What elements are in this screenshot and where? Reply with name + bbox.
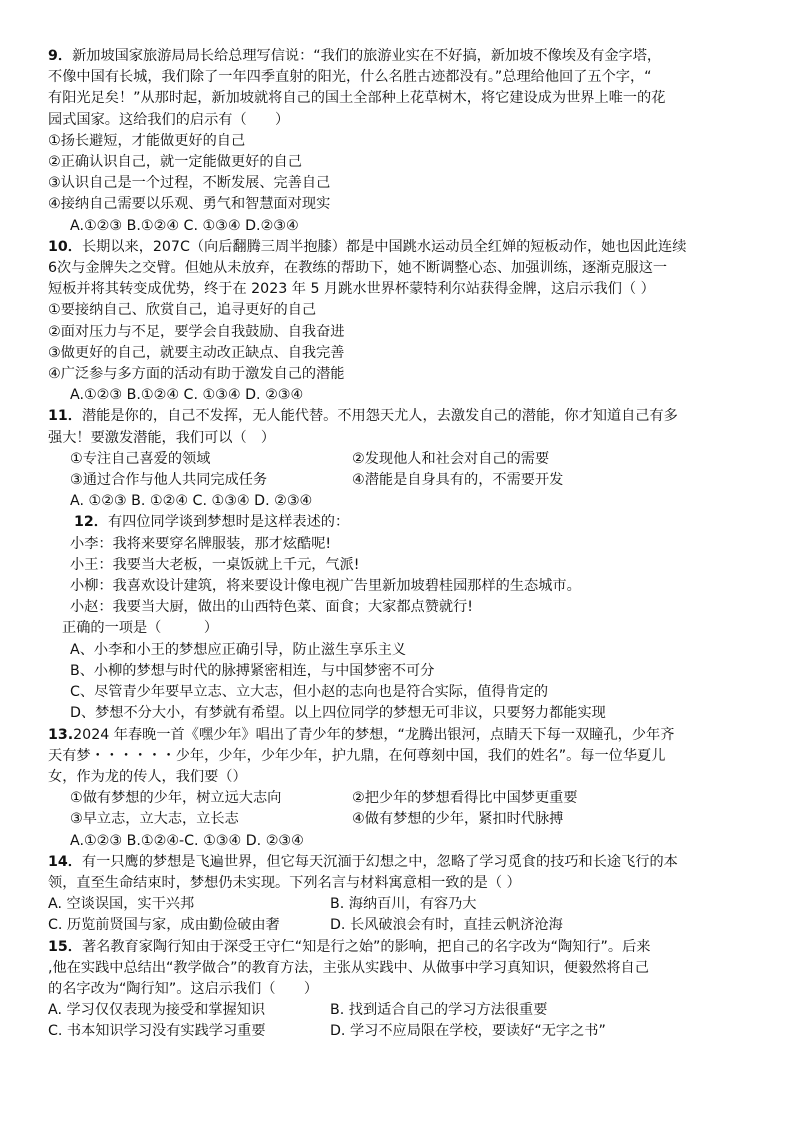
q10-item-2: ②面对压力与不足，要学会自我鼓励、自我奋进: [48, 323, 345, 340]
q15-number: 15．: [48, 938, 82, 955]
q13-item-2: ②把少年的梦想看得比中国梦更重要: [352, 790, 578, 807]
q11-item-4: ④潜能是自身具有的，不需要开发: [352, 472, 564, 489]
q9-item-1: ①扬长避短，才能做更好的自己: [48, 132, 246, 149]
q14-option-b: B. 海纳百川，有容乃大: [330, 896, 477, 913]
q9-stem-line-2: 不像中国有长城，我们除了一年四季直射的阳光，什么名胜古迹都没有。”总理给他回了五个字，“: [48, 69, 652, 86]
q13-item-4: ④做有梦想的少年，紧扣时代脉搏: [352, 811, 564, 828]
q9-number: 9．: [48, 48, 73, 64]
q9-stem-line-3: 有阳光足矣！”从那时起，新加坡就将自己的国土全部种上花草树木，将它建设成为世界上唯一的花: [48, 90, 666, 107]
q12-line-4: 小赵：我要当大厨，做出的山西特色菜、面食；大家都点赞就行!: [70, 599, 473, 616]
q15-option-c: C. 书本知识学习没有实践学习重要: [48, 1023, 266, 1040]
q11-item-2: ②发现他人和社会对自己的需要: [352, 450, 550, 467]
q12-stem: 12．有四位同学谈到梦想时是这样表述的：: [74, 514, 350, 531]
q11-answers: A. ①②③ B. ①②④ C. ①③④ D. ②③④: [70, 493, 313, 510]
q10-item-4: ④广泛参与多方面的活动有助于激发自己的潜能: [48, 366, 345, 383]
q11-items-row-1: [48, 449, 748, 470]
q13-items-row-1: [48, 788, 748, 809]
q13-items-row-2: [48, 809, 748, 830]
q12-option-c: C、尽管青少年要早立志、立大志，但小赵的志向也是符合实际，值得肯定的: [70, 684, 549, 701]
q12-option-a: A、小李和小王的梦想应正确引导，防止滋生享乐主义: [70, 641, 407, 658]
q13-stem-line-3: 女，作为龙的传人，我们要（）: [48, 768, 247, 785]
q10-stem-line-1: 10．长期以来，207C（向后翻腾三周半抱膝）都是中国跳水运动员全红婵的短板动作，她也因此连续: [48, 238, 687, 255]
q15-option-d: D. 学习不应局限在学校，要读好“无字之书”: [330, 1023, 606, 1040]
q14-option-c: C. 历览前贤国与家，成由勤俭破由奢: [48, 917, 280, 934]
q13-answers: A.①②③ B.①②④-C. ①③④ D. ②③④: [70, 832, 304, 849]
q14-options-row-2: [48, 915, 748, 936]
q12-prompt: 正确的一项是（ ）: [62, 620, 219, 637]
q9-item-4: ④接纳自己需要以乐观、勇气和智慧面对现实: [48, 196, 331, 213]
q9-answers: A.①②③ B.①②④ C. ①③④ D.②③④: [70, 217, 299, 234]
q10-number: 10．: [48, 238, 82, 255]
q10-stem-line-2: 6次与金牌失之交臂。但她从未放弃，在教练的帮助下，她不断调整心态、加强训练，逐渐克服这一: [48, 260, 668, 277]
exam-page: [48, 46, 748, 1043]
q12-line-1: 小李：我将来要穿名牌服装，那才炫酷呢!: [70, 535, 332, 552]
q14-option-a: A. 空谈误国，实干兴邦: [48, 896, 195, 913]
q9-item-2: ②正确认识自己，就一定能做更好的自己: [48, 154, 302, 171]
q15-stem-line-3: 的名字改为“陶行知”。这启示我们（ ）: [48, 980, 319, 997]
q10-answers: A.①②③ B.①②④ C. ①③④ D. ②③④: [70, 387, 304, 404]
q14-options-row-1: [48, 894, 748, 915]
q9-item-3: ③认识自己是一个过程，不断发展、完善自己: [48, 175, 331, 192]
q11-item-3: ③通过合作与他人共同完成任务: [70, 472, 268, 489]
q11-item-1: ①专注自己喜爱的领域: [70, 450, 211, 467]
q12-line-3: 小柳：我喜欢设计建筑，将来要设计像电视广告里新加坡碧桂园那样的生态城市。: [70, 578, 581, 595]
q10-item-1: ①要接纳自己、欣赏自己，追寻更好的自己: [48, 302, 317, 319]
q10-item-3: ③做更好的自己，就要主动改正缺点、自我完善: [48, 344, 345, 361]
q14-number: 14．: [48, 853, 82, 870]
q11-number: 11．: [48, 408, 82, 425]
q15-options-row-1: [48, 1000, 748, 1021]
q15-stem-line-2: ,他在实践中总结出“教学做合”的教育方法，主张从实践中、从做事中学习真知识，便毅然将自己: [48, 959, 649, 976]
q15-option-a: A. 学习仅仅表现为接受和掌握知识: [48, 1002, 266, 1019]
q15-stem-line-1: 15．著名教育家陶行知由于深受王守仁“知是行之始”的影响，把自己的名字改为“陶知行”。后来: [48, 938, 651, 955]
q9-stem-line-1: 9．新加坡国家旅游局局长给总理写信说：“我们的旅游业实在不好搞，新加坡不像埃及有金字塔，: [48, 48, 662, 64]
q11-items-row-2: [48, 470, 748, 491]
q11-stem-line-2: 强大！要激发潜能，我们可以（ ）: [48, 429, 276, 446]
q9-stem-line-4: 园式国家。这给我们的启示有（ ）: [48, 111, 290, 128]
q13-item-3: ③早立志，立大志，立长志: [70, 811, 239, 828]
q13-stem-line-1: 13.2024 年春晚一首《嘿少年》唱出了青少年的梦想，“龙腾出银河，点睛天下每一双瞳孔，少年齐: [48, 726, 675, 743]
q10-stem-line-3: 短板并将其转变成优势，终于在 2023 年 5 月跳水世界杯蒙特利尔站获得金牌，这启示我们（ ）: [48, 281, 655, 298]
q15-option-b: B. 找到适合自己的学习方法很重要: [330, 1002, 548, 1019]
q13-number: 13.: [48, 726, 74, 743]
q14-option-d: D. 长风破浪会有时，直挂云帆济沧海: [330, 917, 563, 934]
q11-stem-line-1: 11．潜能是你的，自己不发挥，无人能代替。不用怨天尤人，去激发自己的潜能，你才知道自己有多: [48, 408, 678, 425]
q12-line-2: 小王：我要当大老板，一桌饭就上千元，气派!: [70, 556, 360, 573]
q14-stem-line-2: 领，直至生命结束时，梦想仍未实现。下列名言与材料寓意相一致的是（ ）: [48, 874, 521, 891]
q12-number: 12．: [74, 514, 108, 531]
q12-option-b: B、小柳的梦想与时代的脉搏紧密相连，与中国梦密不可分: [70, 662, 435, 679]
q13-stem-line-2: 天有梦・・・・・・少年，少年，少年少年，护九鼎，在何尊刻中国，我们的姓名”。每一位华夏儿: [48, 747, 666, 764]
q12-option-d: D、梦想不分大小，有梦就有希望。以上四位同学的梦想无可非议，只要努力都能实现: [70, 705, 606, 722]
q13-item-1: ①做有梦想的少年，树立远大志向: [70, 790, 282, 807]
q15-options-row-2: [48, 1021, 748, 1042]
q14-stem-line-1: 14．有一只鹰的梦想是飞遍世界，但它每天沉湎于幻想之中，忽略了学习觅食的技巧和长途飞行的本: [48, 853, 678, 870]
